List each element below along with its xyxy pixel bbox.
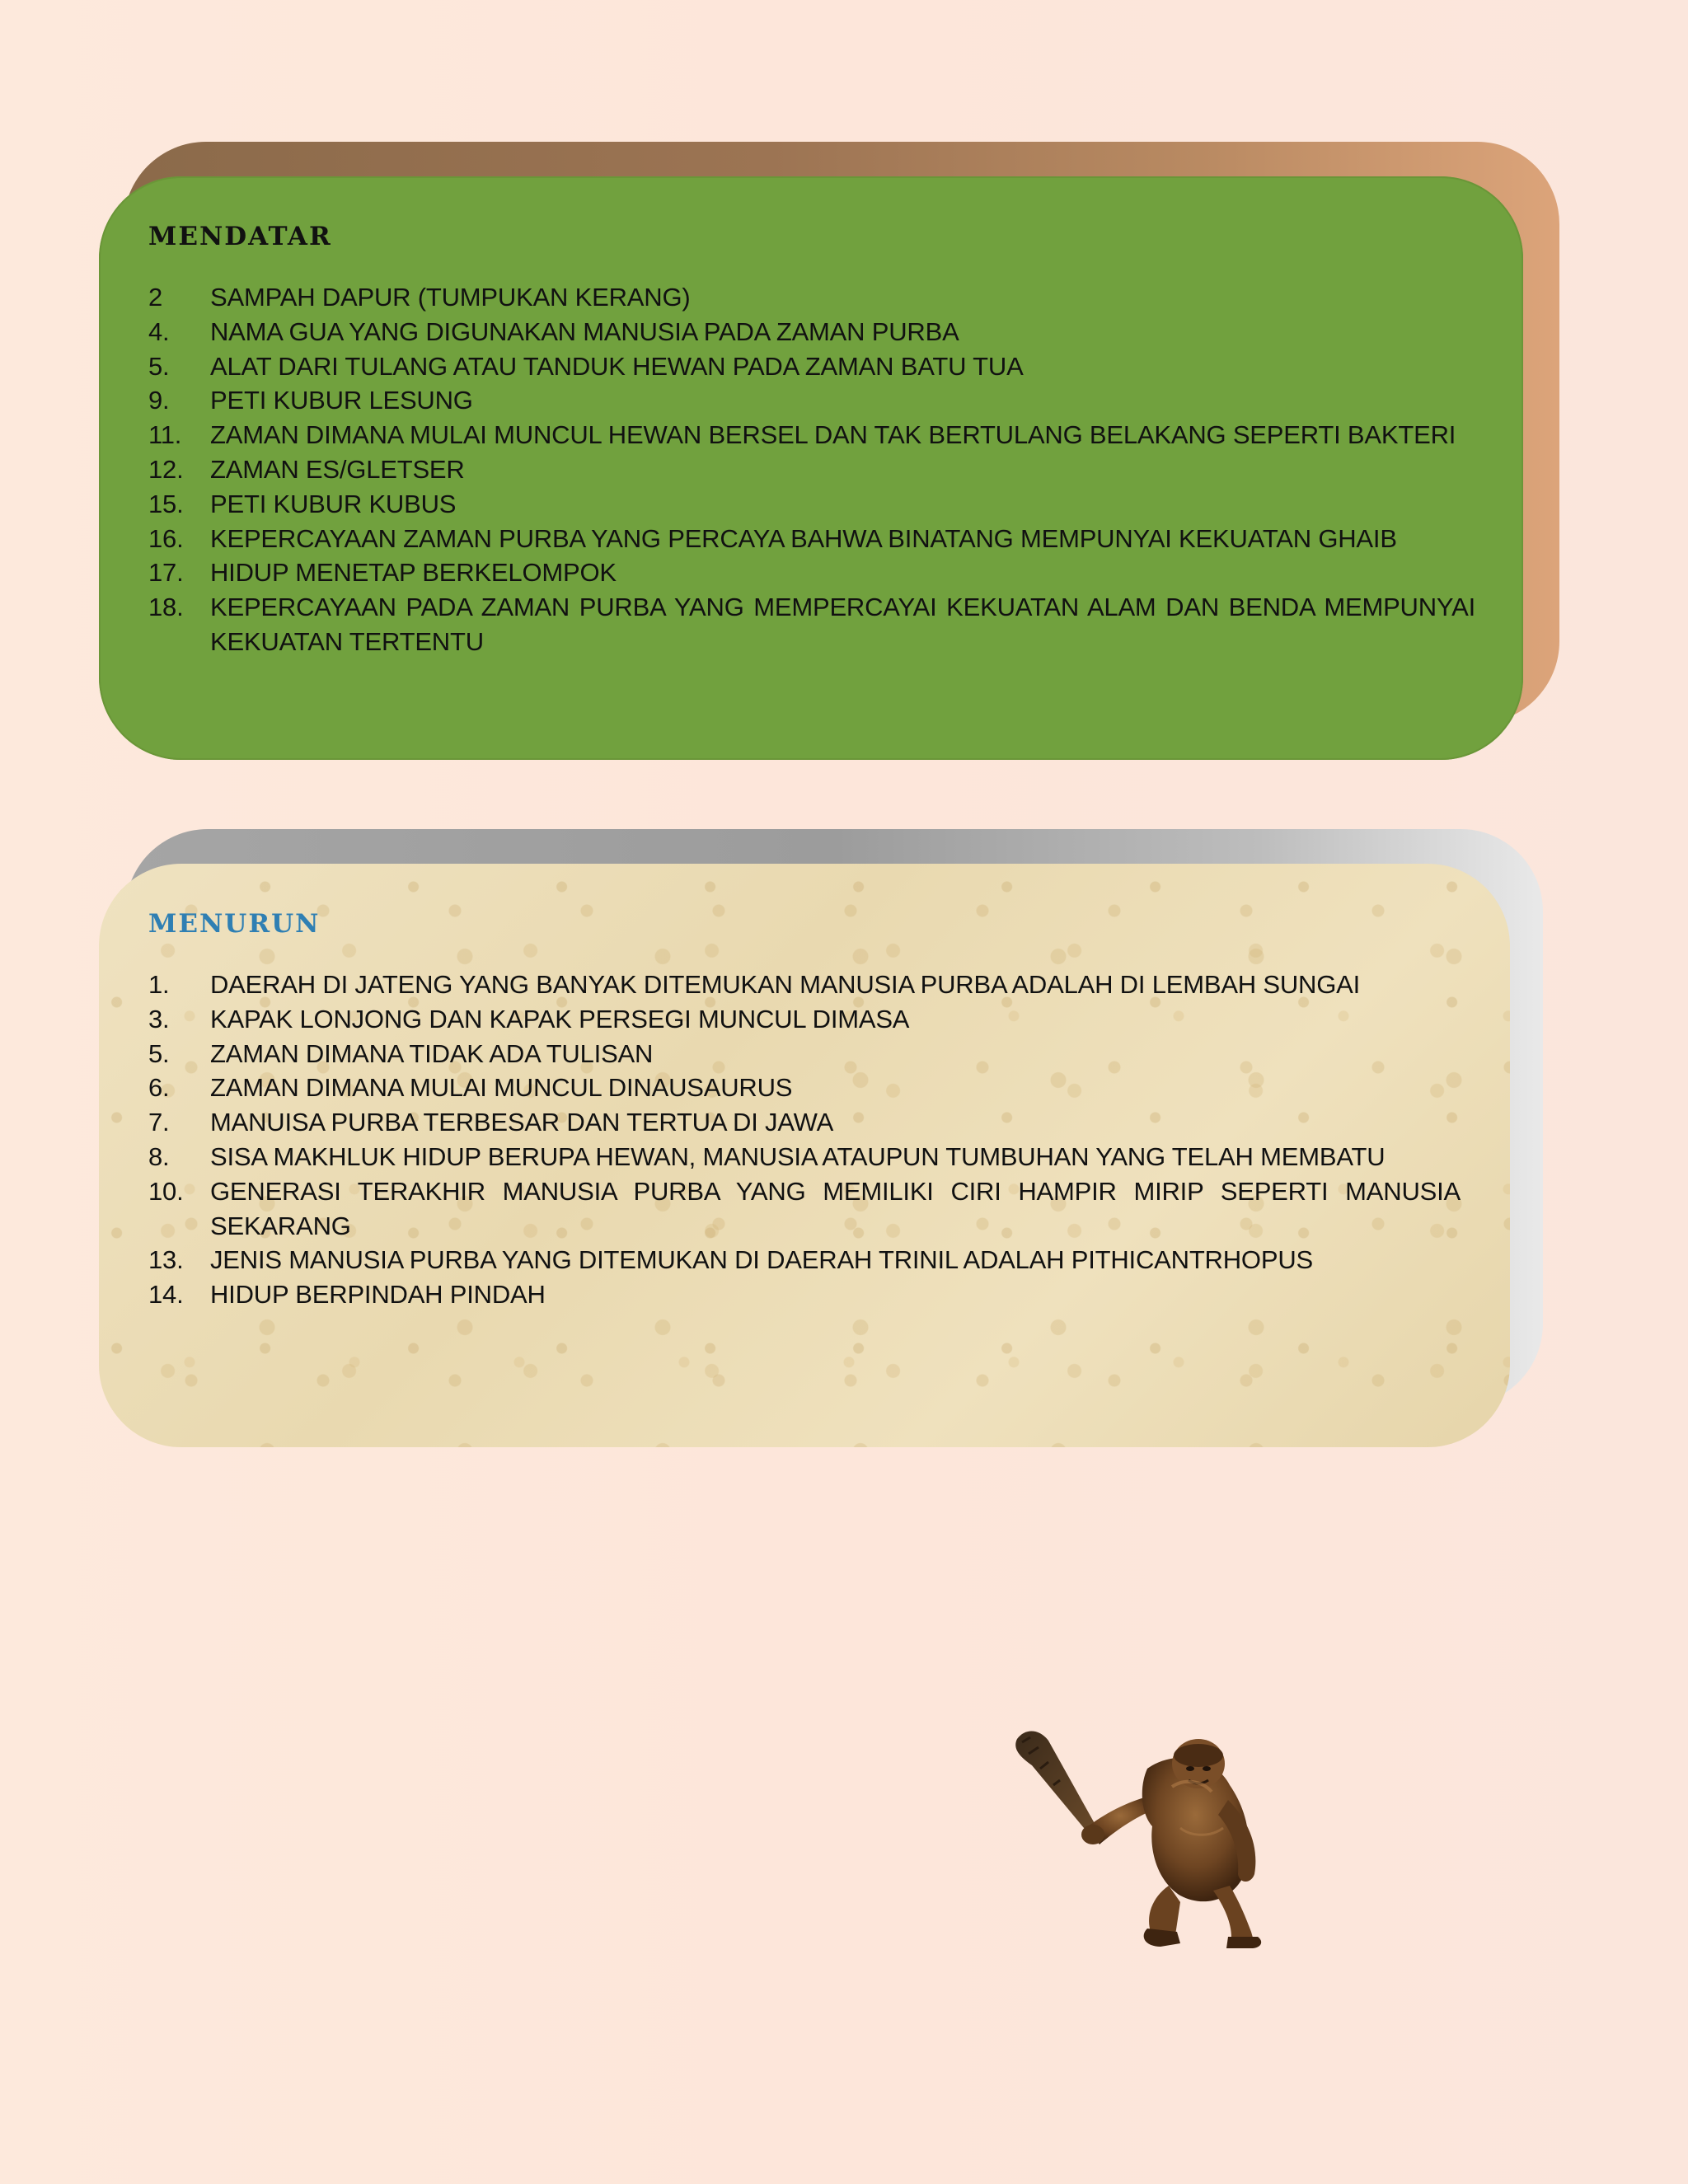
item-number: 7. [148,1108,170,1137]
list-item [148,1277,1461,1312]
item-text: NAMA GUA YANG DIGUNAKAN MANUSIA PADA ZAMAN PURBA [210,316,959,346]
list-item [148,487,1475,522]
mendatar-content [148,218,1475,720]
list-item [148,1105,1461,1140]
item-number: 14. [148,1280,184,1310]
item-number: 3. [148,1004,170,1033]
list-item [148,315,1475,349]
item-number: 5. [148,1038,170,1068]
caveman-with-club-icon [1007,1721,1304,1952]
item-text: ZAMAN DIMANA TIDAK ADA TULISAN [210,1038,654,1068]
item-text: KEPERCAYAAN PADA ZAMAN PURBA YANG MEMPERCAYAI KEKUATAN ALAM DAN BENDA MEMPUNYAI KEKUATAN TERTENTU [210,593,1475,656]
list-item [148,590,1475,659]
item-text: PETI KUBUR LESUNG [210,386,473,415]
item-number: 18. [148,593,184,622]
mendatar-heading: MENDATAR [148,222,332,251]
item-number: 10. [148,1176,184,1206]
item-number: 1. [148,970,170,999]
list-item [148,383,1475,418]
item-number: 11. [148,420,182,450]
item-text: HIDUP MENETAP BERKELOMPOK [210,558,617,588]
list-item [148,1071,1461,1105]
item-number: 13. [148,1245,184,1275]
menurun-card [99,864,1510,1447]
item-text: KEPERCAYAAN ZAMAN PURBA YANG PERCAYA BAHWA BINATANG MEMPUNYAI KEKUATAN GHAIB [210,523,1397,553]
list-item [148,555,1475,590]
list-item [148,522,1475,556]
item-number: 2 [148,283,163,312]
list-item [148,968,1461,1002]
list-item [148,1174,1461,1244]
item-text: PETI KUBUR KUBUS [210,489,457,518]
list-item [148,418,1475,452]
item-number: 12. [148,454,184,484]
item-number: 8. [148,1141,170,1171]
item-text: KAPAK LONJONG DAN KAPAK PERSEGI MUNCUL DIMASA [210,1004,910,1033]
item-text: GENERASI TERAKHIR MANUSIA PURBA YANG MEMILIKI CIRI HAMPIR MIRIP SEPERTI MANUSIA SEKARANG [210,1176,1461,1240]
list-item [148,1037,1461,1071]
mendatar-card [99,176,1523,760]
item-text: SAMPAH DAPUR (TUMPUKAN KERANG) [210,283,691,312]
menurun-list [148,968,1461,1312]
list-item [148,349,1475,384]
item-text: HIDUP BERPINDAH PINDAH [210,1280,546,1310]
mendatar-list [148,280,1475,659]
item-text: JENIS MANUSIA PURBA YANG DITEMUKAN DI DAERAH TRINIL ADALAH PITHICANTRHOPUS [210,1245,1313,1275]
item-text: MANUISA PURBA TERBESAR DAN TERTUA DI JAWA [210,1108,834,1137]
menurun-heading: MENURUN [148,909,321,939]
item-text: ZAMAN DIMANA MULAI MUNCUL DINAUSAURUS [210,1073,793,1103]
item-text: SISA MAKHLUK HIDUP BERUPA HEWAN, MANUSIA ATAUPUN TUMBUHAN YANG TELAH MEMBATU [210,1141,1386,1171]
item-number: 4. [148,316,170,346]
item-text: ALAT DARI TULANG ATAU TANDUK HEWAN PADA ZAMAN BATU TUA [210,351,1024,381]
list-item [148,452,1475,487]
list-item [148,1002,1461,1037]
item-number: 5. [148,351,170,381]
item-number: 6. [148,1073,170,1103]
item-number: 16. [148,523,184,553]
item-number: 17. [148,558,184,588]
item-text: ZAMAN ES/GLETSER [210,454,465,484]
menurun-content [148,905,1461,1408]
item-text: DAERAH DI JATENG YANG BANYAK DITEMUKAN MANUSIA PURBA ADALAH DI LEMBAH SUNGAI [210,970,1361,999]
item-number: 9. [148,386,170,415]
item-text: ZAMAN DIMANA MULAI MUNCUL HEWAN BERSEL DAN TAK BERTULANG BELAKANG SEPERTI BAKTERI [210,420,1456,450]
item-number: 15. [148,489,184,518]
list-item [148,280,1475,315]
list-item [148,1140,1461,1174]
list-item [148,1243,1461,1277]
